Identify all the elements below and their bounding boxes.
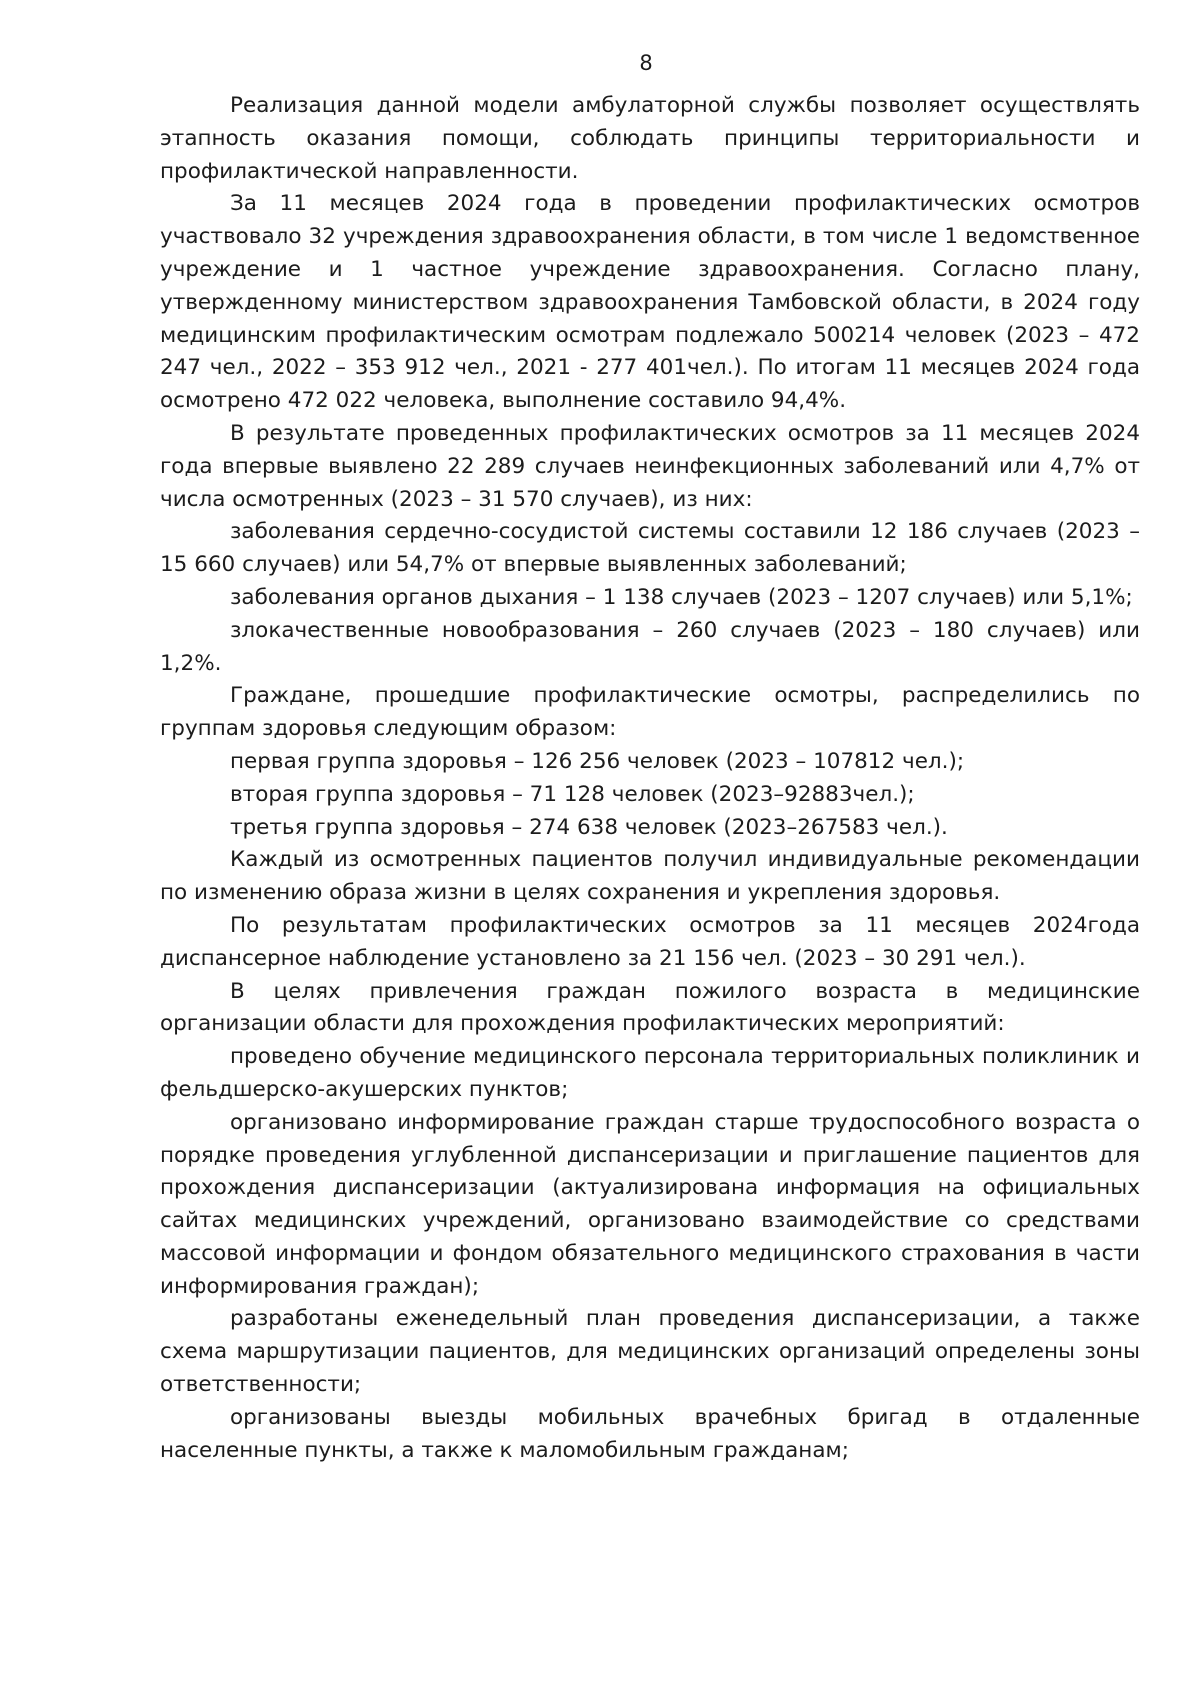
paragraph-staff-training: проведено обучение медицинского персонала территориальных поликлиник и фельдшерско-акушерских пунктов; bbox=[160, 1044, 1140, 1102]
paragraph-exam-participation: За 11 месяцев 2024 года в проведении профилактических осмотров участвовало 32 учреждения здравоохранения области, в том числе 1 ведомственное учреждение и 1 частное учреждение здравоохранения. Согласно плану, утвержденному министерством здравоохранения Тамбовской области, в 2024 году медицинским профилактическим осмотрам подлежало 500214 человек (2023 – 472 247 чел., 2022 – 353 912 чел., 2021 - 277 401чел.). По итогам 11 месяцев 2024 года осмотрено 472 022 человека, выполнение составило 94,4%. bbox=[160, 191, 1140, 414]
paragraph-informing: организовано информирование граждан старше трудоспособного возраста о порядке проведения углубленной диспансеризации и приглашение пациентов для прохождения диспансеризации (актуализирована информация на официальных сайтах медицинских учреждений, организовано взаимодействие со средствами массовой информации и фондом обязательного медицинского страхования в части информирования граждан); bbox=[160, 1109, 1140, 1299]
paragraph-recommendations: Каждый из осмотренных пациентов получил индивидуальные рекомендации по изменению образа жизни в целях сохранения и укрепления здоровья. bbox=[160, 847, 1140, 906]
paragraph-exam-results: В результате проведенных профилактических осмотров за 11 месяцев 2024 года впервые выявлено 22 289 случаев неинфекционных заболеваний или 4,7% от числа осмотренных (2023 – 31 570 случаев), из них: bbox=[160, 420, 1140, 512]
paragraph-respiratory: заболевания органов дыхания – 1 138 случаев (2023 – 1207 случаев) или 5,1%; bbox=[230, 584, 1133, 610]
paragraph-dispensary: По результатам профилактических осмотров за 11 месяцев 2024года диспансерное наблюдение установлено за 21 156 чел. (2023 – 30 291 чел.). bbox=[160, 912, 1140, 971]
paragraph-intro: Реализация данной модели амбулаторной службы позволяет осуществлять этапность оказания помощи, соблюдать принципы территориальности и профилактической направленности. bbox=[160, 93, 1140, 184]
paragraph-mobile-teams: организованы выезды мобильных врачебных бригад в отдаленные населенные пункты, а также к маломобильным гражданам; bbox=[160, 1404, 1140, 1463]
paragraph-weekly-plan: разработаны еженедельный план проведения диспансеризации, а также схема маршрутизации пациентов, для медицинских организаций определены зоны ответственности; bbox=[160, 1306, 1140, 1398]
page-number: 8 bbox=[639, 51, 653, 75]
paragraph-health-group-1: первая группа здоровья – 126 256 человек (2023 – 107812 чел.); bbox=[230, 748, 965, 774]
paragraph-cardiovascular: заболевания сердечно-сосудистой системы составили 12 186 случаев (2023 – 15 660 случаев) или 54,7% от впервые выявленных заболеваний; bbox=[160, 519, 1140, 578]
paragraph-elderly-intro: В целях привлечения граждан пожилого возраста в медицинские организации области для прохождения профилактических мероприятий: bbox=[160, 978, 1140, 1037]
document-body bbox=[160, 90, 1140, 1467]
document-page bbox=[160, 50, 1140, 1467]
paragraph-health-groups-intro: Граждане, прошедшие профилактические осмотры, распределились по группам здоровья следующим образом: bbox=[160, 683, 1140, 742]
paragraph-health-group-3: третья группа здоровья – 274 638 человек (2023–267583 чел.). bbox=[230, 814, 948, 840]
paragraph-health-group-2: вторая группа здоровья – 71 128 человек (2023–92883чел.); bbox=[230, 781, 915, 807]
paragraph-oncology: злокачественные новообразования – 260 случаев (2023 – 180 случаев) или 1,2%. bbox=[160, 617, 1140, 676]
